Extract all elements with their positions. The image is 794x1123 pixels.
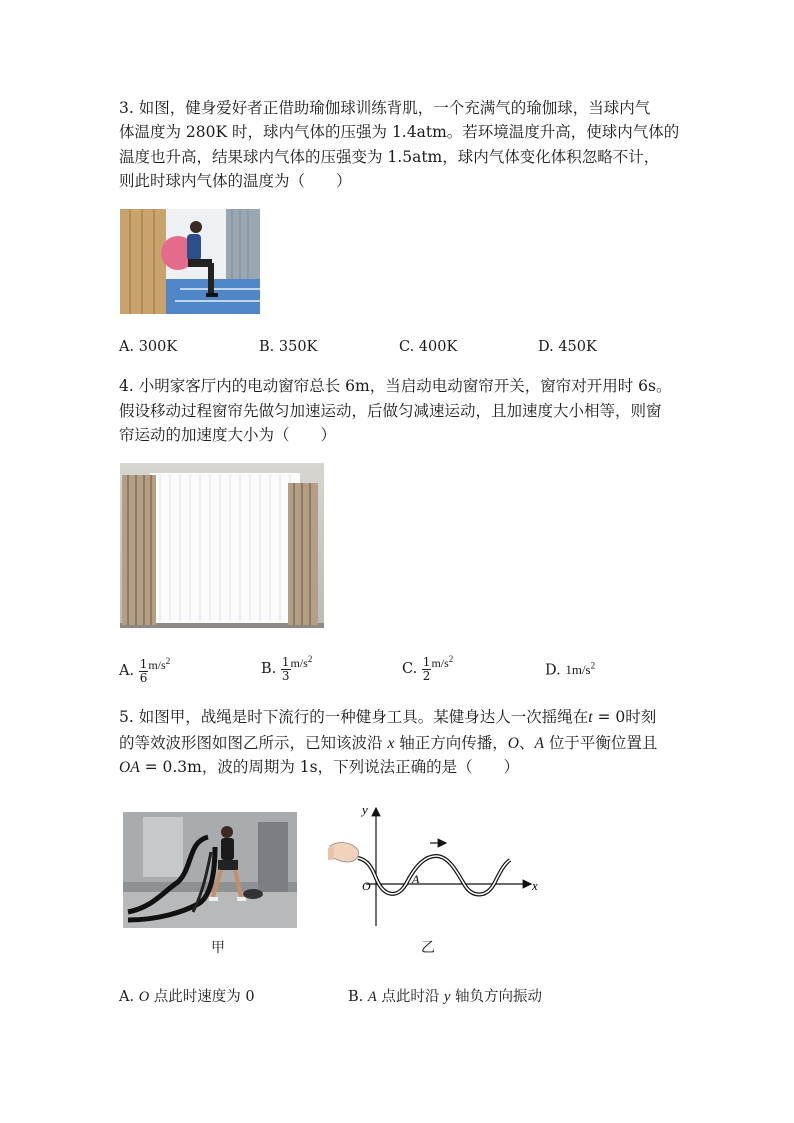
q3-option-c: C. 400K	[399, 339, 458, 355]
battle-rope-photo	[123, 812, 297, 928]
q4-option-b: B. $\frac{1}{3}$ $^{m/s^2}$	[261, 654, 313, 683]
q4-option-a-fraction: $\frac{1}{6}$	[139, 656, 148, 685]
q3-line-4: 则此时球内气体的温度为（ ）	[119, 172, 352, 190]
q4-line-2: 假设移动过程窗帘先做匀加速运动，后做匀减速运动，且加速度大小相等，则窗	[119, 402, 662, 420]
caption-yi: 乙	[421, 940, 435, 956]
q4-option-c: C. $\frac{1}{2}$ $^{m/s^2}$	[402, 654, 454, 683]
q3-line-2: 体温度为 280K 时，球内气体的压强为 1.4atm。若环境温度升高，使球内气体的	[119, 123, 680, 141]
q5-line-2: 的等效波形图如图乙所示，已知该波沿 x 轴正方向传播，O、A 位于平衡位置且	[119, 734, 658, 752]
q3-line-1: 3. 如图，健身爱好者正借助瑜伽球训练背肌，一个充满气的瑜伽球，当球内气	[119, 99, 651, 117]
yoga-ball-photo	[120, 209, 260, 314]
q5-line-3: OA = 0.3m，波的周期为 1s，下列说法正确的是（ ）	[119, 758, 520, 776]
q3-option-b: B. 350K	[259, 339, 318, 355]
curtain-photo	[120, 463, 324, 628]
wave-diagram	[326, 798, 556, 930]
q4-option-b-fraction: $\frac{1}{3}$	[281, 654, 290, 683]
q4-line-1: 4. 小明家客厅内的电动窗帘总长 6m，当启动电动窗帘开关，窗帘对开用时 6s。	[119, 377, 672, 395]
q3-option-d: D. 450K	[538, 339, 597, 355]
q4-option-d: D. $1m/s^2$	[545, 661, 596, 679]
graph-label-x: x	[532, 878, 538, 893]
q4-option-a: A. $\frac{1}{6}$ $^{m/s^2}$	[119, 656, 171, 685]
caption-jia: 甲	[211, 940, 225, 956]
graph-label-a: A	[412, 872, 420, 886]
q5-option-b: B. A 点此时沿 y 轴负方向振动	[348, 989, 542, 1005]
q4-option-c-fraction: $\frac{1}{2}$	[422, 654, 431, 683]
graph-label-origin: O	[362, 879, 371, 893]
q3-option-a: A. 300K	[119, 339, 178, 355]
q5-line-1: 5. 如图甲，战绳是时下流行的一种健身工具。某健身达人一次摇绳在t = 0时刻	[119, 708, 657, 726]
q5-option-a: A. O 点此时速度为 0	[119, 989, 255, 1005]
q3-line-3: 温度也升高，结果球内气体的压强变为 1.5atm，球内气体变化体积忽略不计，	[119, 148, 660, 166]
graph-label-y: y	[362, 802, 368, 817]
q4-line-3: 帘运动的加速度大小为（ ）	[119, 426, 337, 444]
